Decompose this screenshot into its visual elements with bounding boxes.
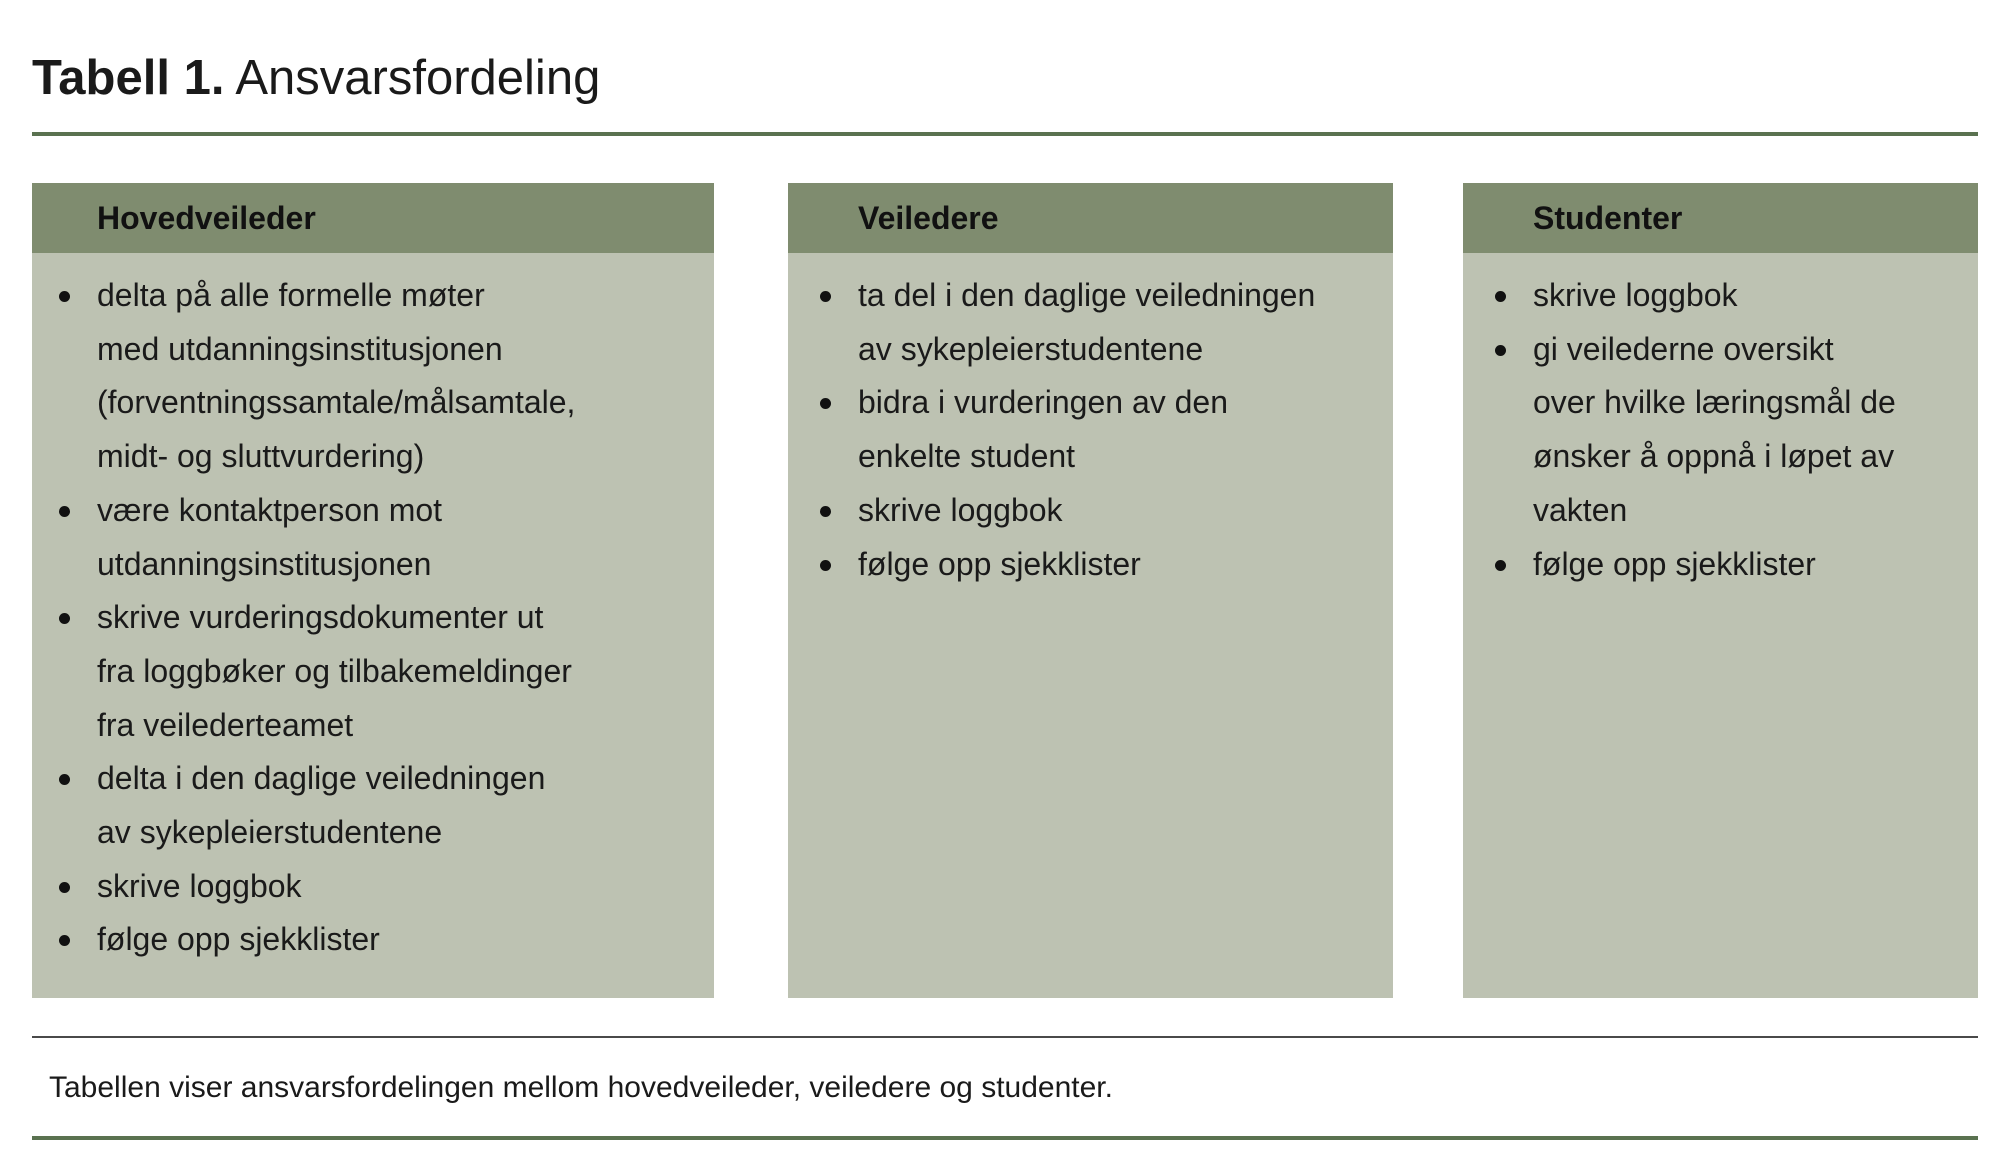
table-title — [32, 46, 600, 110]
list-item-line: bidra i vurderingen av den — [858, 384, 1229, 421]
list-item-line: over hvilke læringsmål de — [1533, 384, 1896, 421]
list-item — [788, 269, 1393, 376]
list-item-line: utdanningsinstitusjonen — [97, 545, 432, 582]
list-item-line: ønsker å oppnå i løpet av — [1533, 438, 1895, 475]
table-number-label: Tabell 1. — [32, 51, 225, 105]
list-item-line: vakten — [1533, 491, 1628, 528]
list-item-line: være kontaktperson mot — [97, 491, 443, 528]
list-item — [32, 913, 714, 967]
list-item-line: følge opp sjekklister — [97, 921, 380, 958]
list-item-line: følge opp sjekklister — [858, 545, 1141, 582]
bottom-divider — [32, 1136, 1978, 1140]
list-item — [788, 484, 1393, 538]
list-item — [32, 484, 714, 591]
column-studenter — [1463, 183, 1978, 998]
list-item-line: skrive loggbok — [858, 491, 1063, 528]
list-item-line: skrive loggbok — [97, 867, 302, 904]
list-item-line: skrive vurderingsdokumenter ut — [97, 599, 544, 636]
list-item — [32, 752, 714, 859]
list-item — [1463, 269, 1978, 323]
list-item-line: skrive loggbok — [1533, 277, 1738, 313]
list-item-line: av sykepleierstudentene — [97, 814, 443, 851]
list-item — [1463, 323, 1978, 538]
list-item-line: av sykepleierstudentene — [858, 330, 1204, 367]
list-item — [32, 591, 714, 752]
list-item — [32, 269, 714, 484]
list-item-line: (forventningssamtale/målsamtale, — [97, 384, 576, 421]
list-item-line: følge opp sjekklister — [1533, 545, 1816, 582]
table-title-text: Ansvarsfordeling — [235, 51, 601, 105]
list-item — [32, 860, 714, 914]
list-item-line: med utdanningsinstitusjonen — [97, 330, 503, 367]
column-heading: Studenter — [1463, 183, 1978, 253]
column-veiledere — [788, 183, 1393, 998]
caption-divider — [32, 1036, 1978, 1038]
responsibility-list — [788, 253, 1393, 591]
column-heading: Veiledere — [788, 183, 1393, 253]
top-divider — [32, 132, 1978, 136]
column-heading: Hovedveileder — [32, 183, 714, 253]
list-item-line: delta i den daglige veiledningen — [97, 760, 546, 797]
list-item-line: gi veilederne oversikt — [1533, 330, 1834, 367]
responsibility-list — [32, 253, 714, 967]
list-item-line: delta på alle formelle møter — [97, 277, 485, 313]
responsibility-list — [1463, 253, 1978, 591]
list-item-line: ta del i den daglige veiledningen — [858, 277, 1316, 313]
list-item — [1463, 538, 1978, 592]
table-caption: Tabellen viser ansvarsfordelingen mellom hovedveileder, veiledere og studenter. — [49, 1071, 1113, 1104]
column-hovedveileder — [32, 183, 714, 998]
list-item-line: midt- og sluttvurdering) — [97, 438, 425, 475]
list-item-line: fra loggbøker og tilbakemeldinger — [97, 652, 572, 689]
list-item — [788, 538, 1393, 592]
list-item — [788, 376, 1393, 483]
list-item-line: fra veilederteamet — [97, 706, 354, 743]
list-item-line: enkelte student — [858, 438, 1076, 475]
